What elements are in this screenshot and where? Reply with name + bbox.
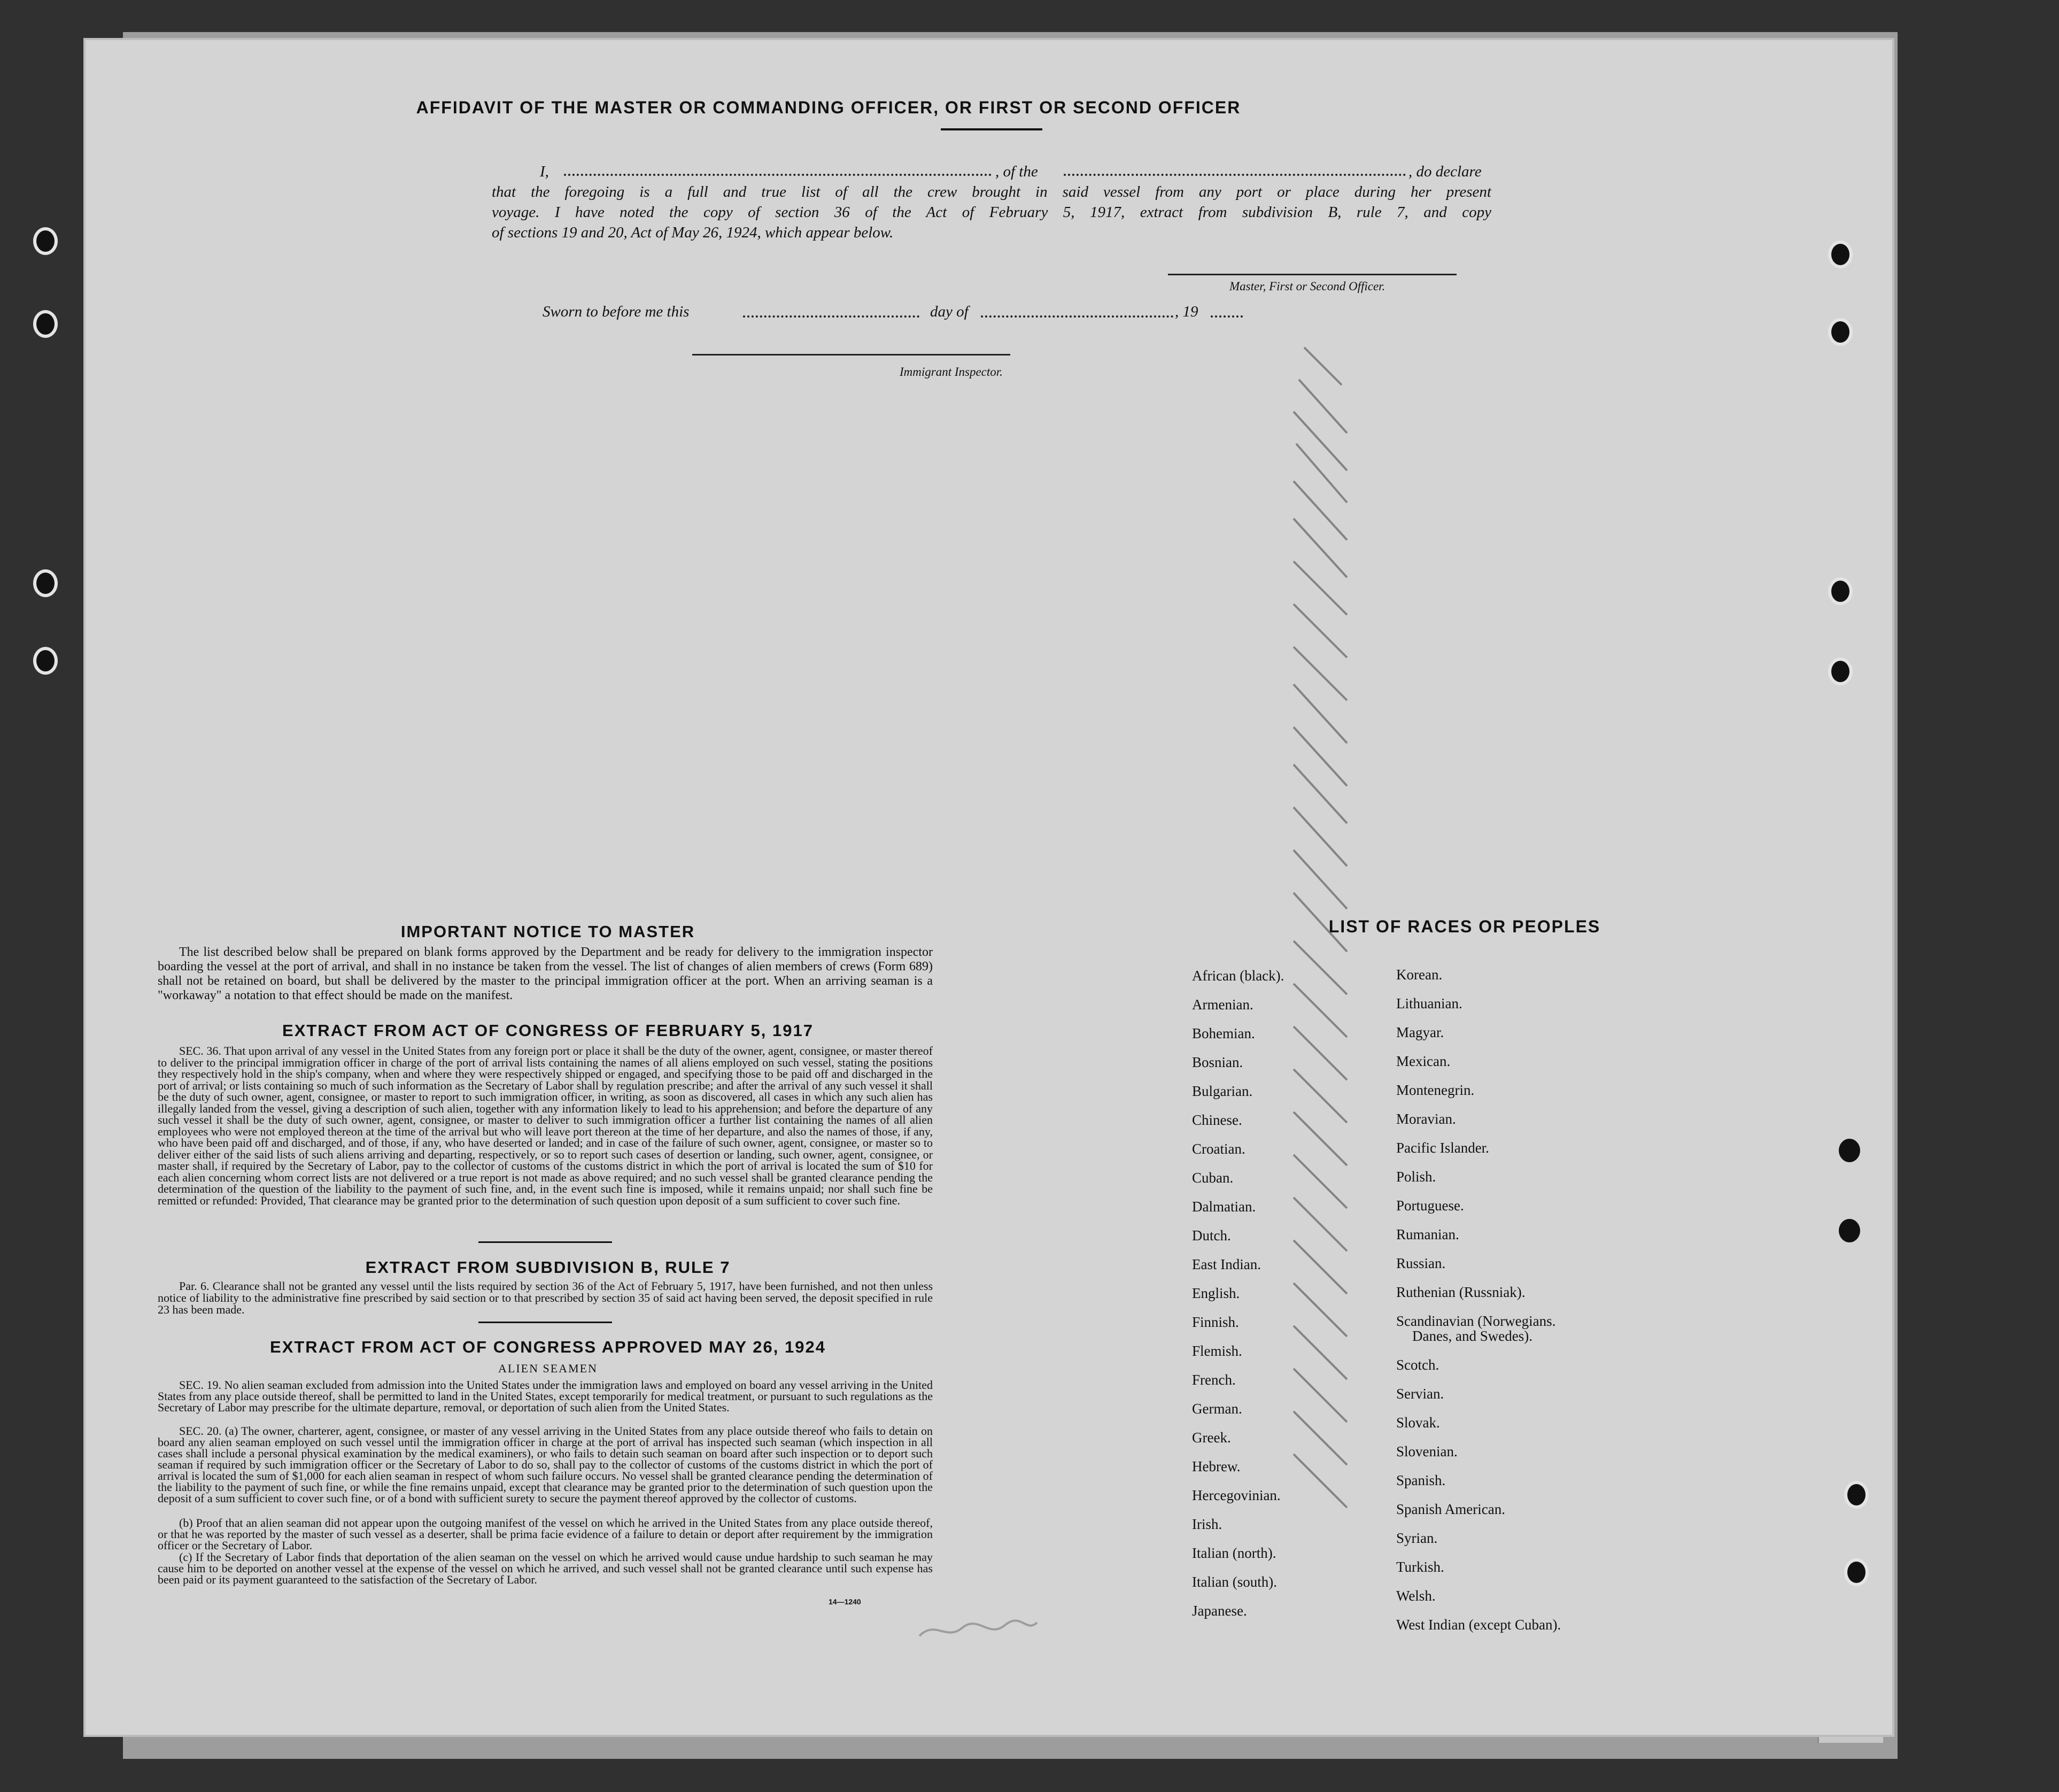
- race-left-item: East Indian.: [1192, 1256, 1261, 1272]
- binder-hole: [1828, 318, 1853, 346]
- divider: [478, 1241, 612, 1243]
- race-right-item: Turkish.: [1396, 1559, 1444, 1575]
- binder-hole: [1839, 1219, 1860, 1242]
- rule7-body: Par. 6. Clearance shall not be granted any vessel until the lists required by section 36 of the Act of February 5, 1917, have been furnished, and not then unless notice of liability to the administrative fine prescribed by said section or to that prescribed by section 35 of said act having been served, the deposit specified in rule 23 has been made.: [158, 1279, 933, 1316]
- binder-hole: [33, 647, 58, 675]
- month-blank[interactable]: [981, 315, 1173, 318]
- race-right-item: Ruthenian (Russniak).: [1396, 1284, 1526, 1300]
- race-right-item: Montenegrin.: [1396, 1082, 1475, 1098]
- race-right-item: Syrian.: [1396, 1530, 1438, 1546]
- day-of-label: day of: [930, 303, 969, 320]
- alien-seamen-subheading: ALIEN SEAMEN: [498, 1362, 598, 1375]
- divider: [478, 1322, 612, 1323]
- race-left-item: Hercegovinian.: [1192, 1487, 1281, 1503]
- race-right-item: Polish.: [1396, 1169, 1436, 1185]
- race-right-item: Slovenian.: [1396, 1443, 1458, 1459]
- race-right-item: Mexican.: [1396, 1053, 1451, 1069]
- race-right-item: Magyar.: [1396, 1024, 1444, 1040]
- races-left-column: [1192, 968, 1284, 1632]
- race-left-item: Bosnian.: [1192, 1054, 1243, 1070]
- race-right-item: Scandinavian (Norwegians.: [1396, 1313, 1556, 1329]
- sworn-label: Sworn to before me this: [543, 303, 690, 320]
- races-heading: LIST OF RACES OR PEOPLES: [1328, 917, 1601, 936]
- race-left-item: Japanese.: [1192, 1603, 1247, 1619]
- pencil-check-marks: [1272, 337, 1368, 1540]
- extract-1917-body: SEC. 36. That upon arrival of any vessel in the United States from any foreign port or place it shall be the duty of the owner, agent, consignee, or master thereof to deliver to the principal immigration officer in charge of the port of arrival lists containing the names of all aliens employed on such vessel, stating the positions they respectively hold in the ship's company, when and where they were respectively shipped or engaged, and specifying those to be paid off and discharged in the port of arrival; or lists containing so much of such information as the Secretary of Labor shall by regulation prescribe; and after the arrival of any such vessel it shall be the duty of such owner, agent, consignee, or master to report to such immigration officer, in writing, as soon as discovered, all cases in which any such alien has illegally landed from the vessel, giving a description of such alien, together with any information likely to lead to his apprehension; and before the departure of any such vessel it shall be the duty of such owner, agent, consignee, or master to deliver to such immigration officer a further list containing the names of all alien employees who were not employed thereon at the time of the arrival but who will leave port thereon at the time of her departure, and also the names of those, if any, who have been paid off and discharged, and of those, if any, who have deserted or landed; and in case of the failure of such owner, agent, consignee, or master so to deliver either of the said lists of such aliens arriving and departing, respectively, or so to report such cases of desertion or landing, such owner, agent, consignee, or master shall, if required by the Secretary of Labor, pay to the collector of customs of the customs district in which the port of arrival is located the sum of $10 for each alien concerning whom correct lists are not delivered or a true report is not made as above required; and no such vessel shall be granted clearance pending the determination of the question of the liability to the payment of such fine, and, in the event such fine is imposed, while it remains unpaid; nor shall such fine be remitted or refunded: Provided, That clearance may be granted prior to the determination of such question upon deposit of a sum sufficient to cover such fine.: [158, 1044, 933, 1207]
- notice-heading: IMPORTANT NOTICE TO MASTER: [400, 922, 695, 941]
- binder-hole: [33, 310, 58, 338]
- sec19-body: SEC. 19. No alien seaman excluded from admission into the United States under the immigration laws and employed on board any vessel arriving in the United States from any place outside thereof, shall be permitted to land in the United States, except temporarily for medical treatment, or pursuant to such regulations as the Secretary of Labor may prescribe for the ultimate departure, removal, or deportation of such alien from the United States.: [158, 1378, 933, 1414]
- race-right-item: Portuguese.: [1396, 1198, 1464, 1214]
- affidavit-of-the: , of the: [995, 163, 1038, 180]
- race-right-item: Welsh.: [1396, 1588, 1436, 1604]
- binder-hole: [1828, 577, 1853, 605]
- race-left-item: Dalmatian.: [1192, 1199, 1256, 1215]
- extract-1924-heading: EXTRACT FROM ACT OF CONGRESS APPROVED MAY 26, 1924: [270, 1338, 826, 1356]
- affidavit-do-declare: , do declare: [1408, 163, 1482, 180]
- affidavit-i: I,: [540, 163, 549, 180]
- year-blank[interactable]: [1211, 315, 1243, 318]
- binder-hole: [33, 227, 58, 255]
- affidavit-line: voyage. I have noted the copy of section 36 of the Act of February 5, 1917, extract from subdivision B, rule 7, and copy: [492, 204, 1491, 221]
- race-left-item: French.: [1192, 1372, 1236, 1388]
- sec20c-body: (c) If the Secretary of Labor finds that deportation of the alien seaman on the vessel on which he arrived would cause undue hardship to such seaman he may cause him to be deported on another vessel at the expense of the vessel on which he arrived, and such vessel shall not be granted clearance until such expense has been paid or its payment guaranteed to the satisfaction of the Secretary of Labor.: [158, 1550, 933, 1586]
- race-right-item: Danes, and Swedes).: [1412, 1328, 1532, 1344]
- vessel-blank[interactable]: [1064, 174, 1406, 176]
- race-right-item: Lithuanian.: [1396, 995, 1462, 1011]
- race-right-item: Moravian.: [1396, 1111, 1456, 1127]
- race-right-item: Slovak.: [1396, 1415, 1440, 1431]
- form-number: 14—1240: [829, 1597, 861, 1606]
- affidavit-heading: AFFIDAVIT OF THE MASTER OR COMMANDING OFFICER, OR FIRST OR SECOND OFFICER: [416, 98, 1241, 117]
- race-left-item: Chinese.: [1192, 1112, 1242, 1128]
- sec20a-body: SEC. 20. (a) The owner, charterer, agent, consignee, or master of any vessel arriving in the United States from any place outside thereof who fails to detain on board any alien seaman employed on such vessel until the immigration officer in charge at the port of arrival has inspected such seaman (which inspection in all cases shall include a personal physical examination by the medical examiners), or who fails to detain such seaman on board after such inspection or to deport such seaman if required by such immigration officer or the Secretary of Labor to do so, shall pay to the collector of customs of the customs district in which the port of arrival is located the sum of $1,000 for each alien seaman in respect of whom such failure occurs. No vessel shall be granted clearance pending the determination of the liability to the payment of such fine, or while the fine remains unpaid, except that clearance may be granted prior to the determination of such question upon the deposit of a sum sufficient to cover such fine, or of a bond with sufficient surety to secure the payment thereof approved by the collector of customs.: [158, 1424, 933, 1505]
- rule7-heading: EXTRACT FROM SUBDIVISION B, RULE 7: [365, 1258, 731, 1277]
- day-blank[interactable]: [743, 315, 919, 318]
- race-right-item: Servian.: [1396, 1386, 1444, 1402]
- inspector-caption: Immigrant Inspector.: [900, 365, 1003, 379]
- binder-hole: [1844, 1481, 1869, 1509]
- race-left-item: Italian (south).: [1192, 1574, 1277, 1590]
- race-left-item: Armenian.: [1192, 997, 1253, 1013]
- affidavit-line: of sections 19 and 20, Act of May 26, 1924, which appear below.: [492, 224, 894, 241]
- master-caption: Master, First or Second Officer.: [1229, 280, 1385, 293]
- race-left-item: Finnish.: [1192, 1314, 1239, 1330]
- race-left-item: German.: [1192, 1401, 1242, 1417]
- divider: [941, 128, 1042, 130]
- race-right-item: Scotch.: [1396, 1357, 1439, 1373]
- race-left-item: Cuban.: [1192, 1170, 1234, 1186]
- binder-hole: [1828, 658, 1853, 685]
- year-prefix: , 19: [1175, 303, 1198, 320]
- race-left-item: African (black).: [1192, 968, 1284, 984]
- race-right-item: Korean.: [1396, 967, 1443, 983]
- race-right-item: Spanish.: [1396, 1472, 1446, 1488]
- race-right-item: Rumanian.: [1396, 1226, 1459, 1242]
- race-right-item: Pacific Islander.: [1396, 1140, 1489, 1156]
- races-right-column: [1396, 967, 1561, 1646]
- binder-hole: [1828, 241, 1853, 268]
- race-left-item: Hebrew.: [1192, 1458, 1241, 1474]
- race-left-item: Irish.: [1192, 1516, 1222, 1532]
- race-left-item: Dutch.: [1192, 1227, 1231, 1243]
- race-left-item: Croatian.: [1192, 1141, 1245, 1157]
- extract-1917-heading: EXTRACT FROM ACT OF CONGRESS OF FEBRUARY 5, 1917: [282, 1021, 814, 1040]
- binder-hole: [1839, 1139, 1860, 1162]
- race-left-item: Flemish.: [1192, 1343, 1242, 1359]
- race-right-item: Russian.: [1396, 1255, 1446, 1271]
- inspector-signature-line[interactable]: [692, 354, 1010, 356]
- affidavit-line: that the foregoing is a full and true list of all the crew brought in said vessel from any port or place during her present: [492, 183, 1491, 200]
- race-right-item: Spanish American.: [1396, 1501, 1505, 1517]
- race-right-item: West Indian (except Cuban).: [1396, 1617, 1561, 1633]
- sec20b-body: (b) Proof that an alien seaman did not appear upon the outgoing manifest of the vessel on which he arrived in the United States from any place outside thereof, or that he was reported by the master of such vessel as a deserter, shall be prima facie evidence of a failure to detain or deport after requirement by the immigration officer or the Secretary of Labor.: [158, 1516, 933, 1552]
- race-left-item: Greek.: [1192, 1430, 1231, 1446]
- master-signature-line[interactable]: [1168, 274, 1457, 275]
- race-left-item: Italian (north).: [1192, 1545, 1276, 1561]
- race-left-item: English.: [1192, 1285, 1240, 1301]
- binder-hole: [1844, 1558, 1869, 1586]
- faint-handwriting: [914, 1609, 1042, 1647]
- binder-hole: [33, 569, 58, 597]
- race-left-item: Bohemian.: [1192, 1025, 1255, 1041]
- notice-body: The list described below shall be prepared on blank forms approved by the Department and be ready for delivery to the immigration inspector boarding the vessel at the port of arrival, and shall in no instance be taken from the vessel. The list of changes of alien members of crews (Form 689) shall not be retained on board, but shall be delivered by the master to the principal immigration officer at the port. When an arriving seaman is a "workaway" a notation to that effect should be made on the manifest.: [158, 945, 933, 1002]
- name-blank[interactable]: [564, 174, 992, 176]
- race-left-item: Bulgarian.: [1192, 1083, 1253, 1099]
